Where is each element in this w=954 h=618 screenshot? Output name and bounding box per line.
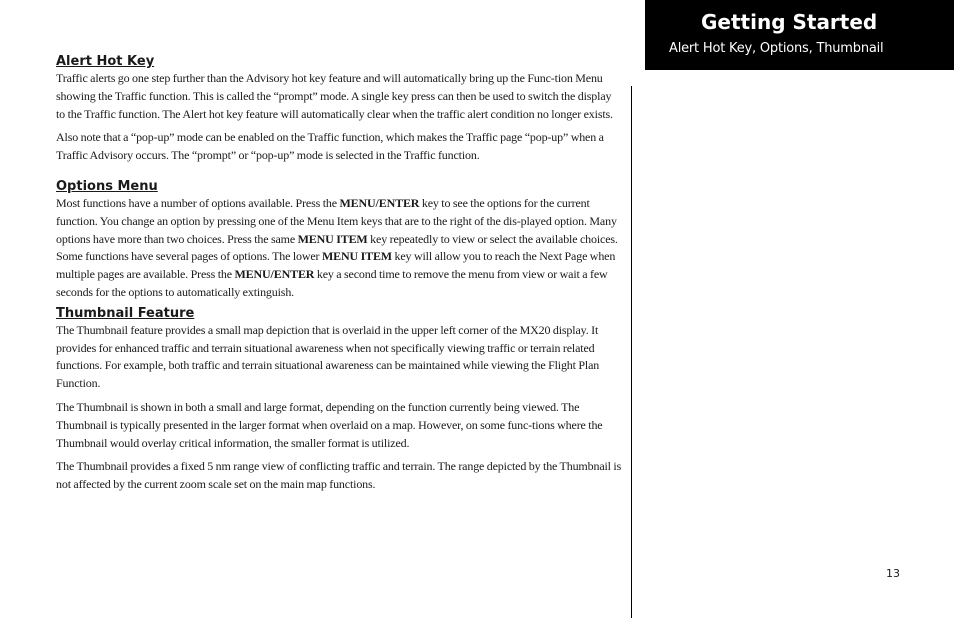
chapter-subtitle: Alert Hot Key, Options, Thumbnail [669,41,884,56]
options-paragraph [56,195,622,302]
options-menu-heading: Options Menu [56,178,158,194]
options-text-2: key to see the options for the current function. You change an option by pressing one of the Menu Item keys that are to the right of the dis-played option. Many options have more than two choices. Press the same [56,195,617,246]
options-text-5: key a second time to remove the menu from view or wait a few seconds for the options to automatically extinguish. [56,267,608,299]
options-text-3: key repeatedly to view or select the available choices. Some functions have several pages of options. The lower [56,231,618,264]
chapter-header [645,0,954,70]
menu-item-key-label-lower: MENU ITEM [321,249,392,264]
page-number: 13 [886,567,900,580]
alert-paragraph-1: Traffic alerts go one step further than the Advisory hot key feature and will automatically bring up the Func-tion Menu showing the Traffic function. This is called the “prompt” mode. A single key press can then be used to switch the display to the Traffic function. The Alert hot key feature will automatically clear when the traffic alert condition no longer exists. [56,71,613,121]
menu-enter-key-label: MENU/ENTER [339,195,420,210]
menu-enter-key-label-second: MENU/ENTER [234,267,315,282]
alert-hot-key-heading: Alert Hot Key [56,54,155,69]
column-divider [631,86,632,618]
alert-paragraph-2: Also note that a “pop-up” mode can be enabled on the Traffic function, which makes the Traffic page “pop-up” when a Traffic Advisory occurs. The “prompt” or “pop-up” mode is selected in the Traffic function. [56,130,604,163]
thumbnail-paragraph-3: The Thumbnail provides a fixed 5 nm range view of conflicting traffic and terrain. The range depicted by the Thumbnail is not affected by the current zoom scale set on the main map functions. [56,459,622,492]
main-content [56,53,622,494]
chapter-title: Getting Started [701,10,878,34]
thumbnail-paragraph-1: The Thumbnail feature provides a small map depiction that is overlaid in the upper left corner of the MX20 display. It provides for enhanced traffic and terrain situational awareness when not specifically viewing traffic or terrain related functions. For example, both traffic and terrain situational awareness can be maintained while viewing the Flight Plan Function. [56,322,600,391]
options-text-4: key will allow you to reach the Next Page when multiple pages are available. Press the [56,249,616,282]
menu-item-key-label: MENU ITEM [297,231,368,246]
thumbnail-feature-heading: Thumbnail Feature [56,305,195,321]
options-text-1: Most functions have a number of options available. Press the [56,195,340,210]
thumbnail-paragraph-2: The Thumbnail is shown in both a small and large format, depending on the function currently being viewed. The Thumbnail is typically presented in the larger format when overlaid on a map. However, on some func-tions where the Thumbnail would overlay critical information, the smaller format is utilized. [56,399,603,450]
